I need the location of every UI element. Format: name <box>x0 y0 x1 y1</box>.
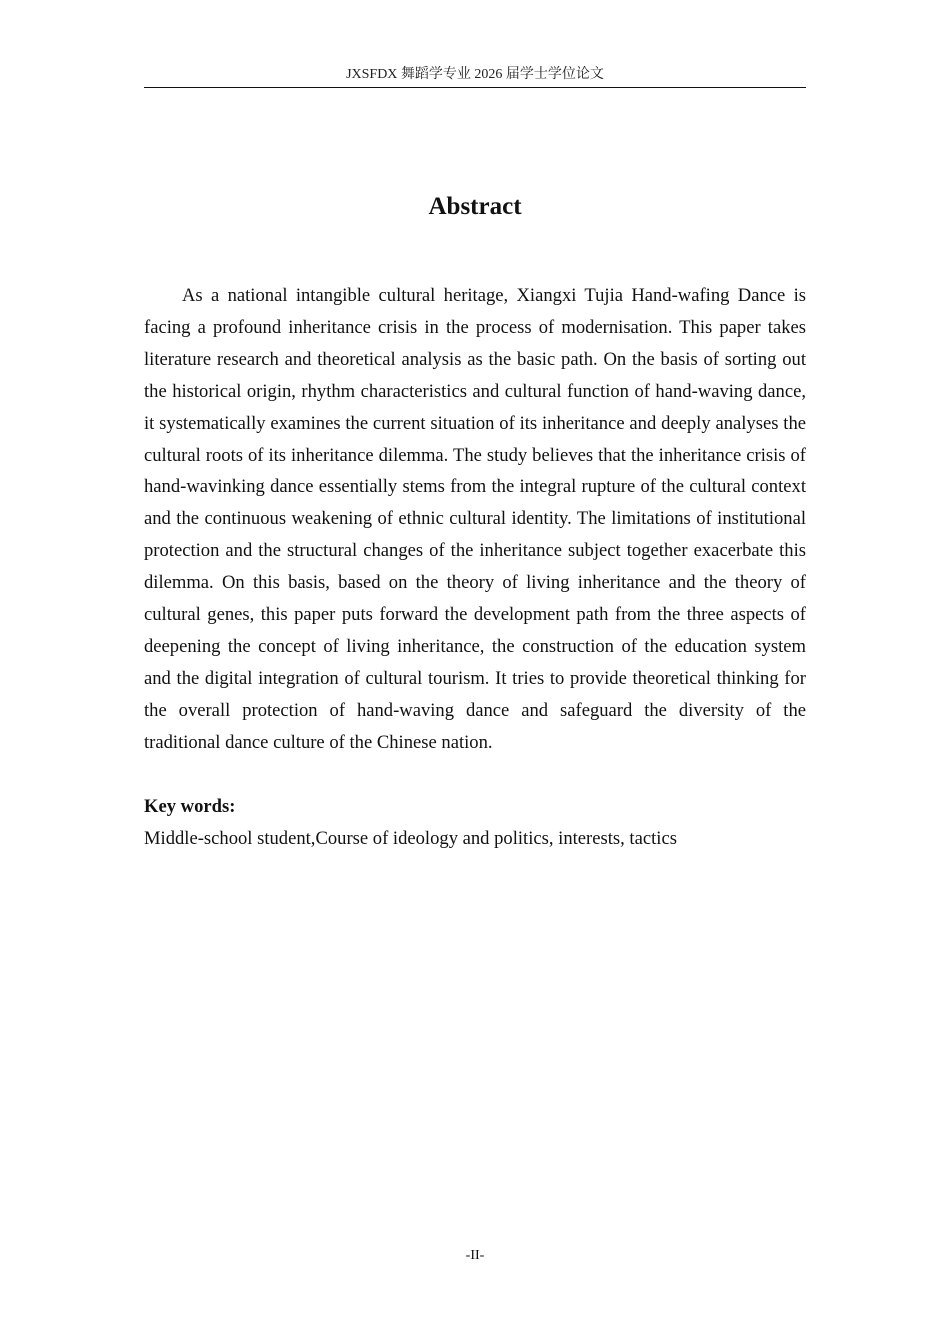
abstract-title: Abstract <box>428 193 522 220</box>
running-header: JXSFDX 舞蹈学专业 2026 届学士学位论文 <box>346 67 604 82</box>
page-number: -II- <box>465 1248 485 1263</box>
header-rule <box>144 87 806 88</box>
abstract-body: As a national intangible cultural heritage, Xiangxi Tujia Hand-wafing Dance is facing a profound inheritance crisis in the process of modernisation. This paper takes literature research and theoretical analysis as the basic path. On the basis of sorting out the historical origin, rhythm characteristics and cultural function of hand-waving dance, it systematically examines the current situation of its inheritance and deeply analyses the cultural roots of its inheritance dilemma. The study believes that the inheritance crisis of hand-wavinking dance essentially stems from the integral rupture of the cultural context and the continuous weakening of ethnic cultural identity. The limitations of institutional protection and the structural changes of the inheritance subject together exacerbate this dilemma. On this basis, based on the theory of living inheritance and the theory of cultural genes, this paper puts forward the development path from the three aspects of deepening the concept of living inheritance, the construction of the education system and the digital integration of cultural tourism. It tries to provide theoretical thinking for the overall protection of hand-waving dance and safeguard the diversity of the traditional dance culture of the Chinese nation. <box>144 285 806 753</box>
keywords-text: Middle-school student,Course of ideology and politics, interests, tactics <box>144 828 677 849</box>
keywords-label: Key words: <box>144 796 236 817</box>
